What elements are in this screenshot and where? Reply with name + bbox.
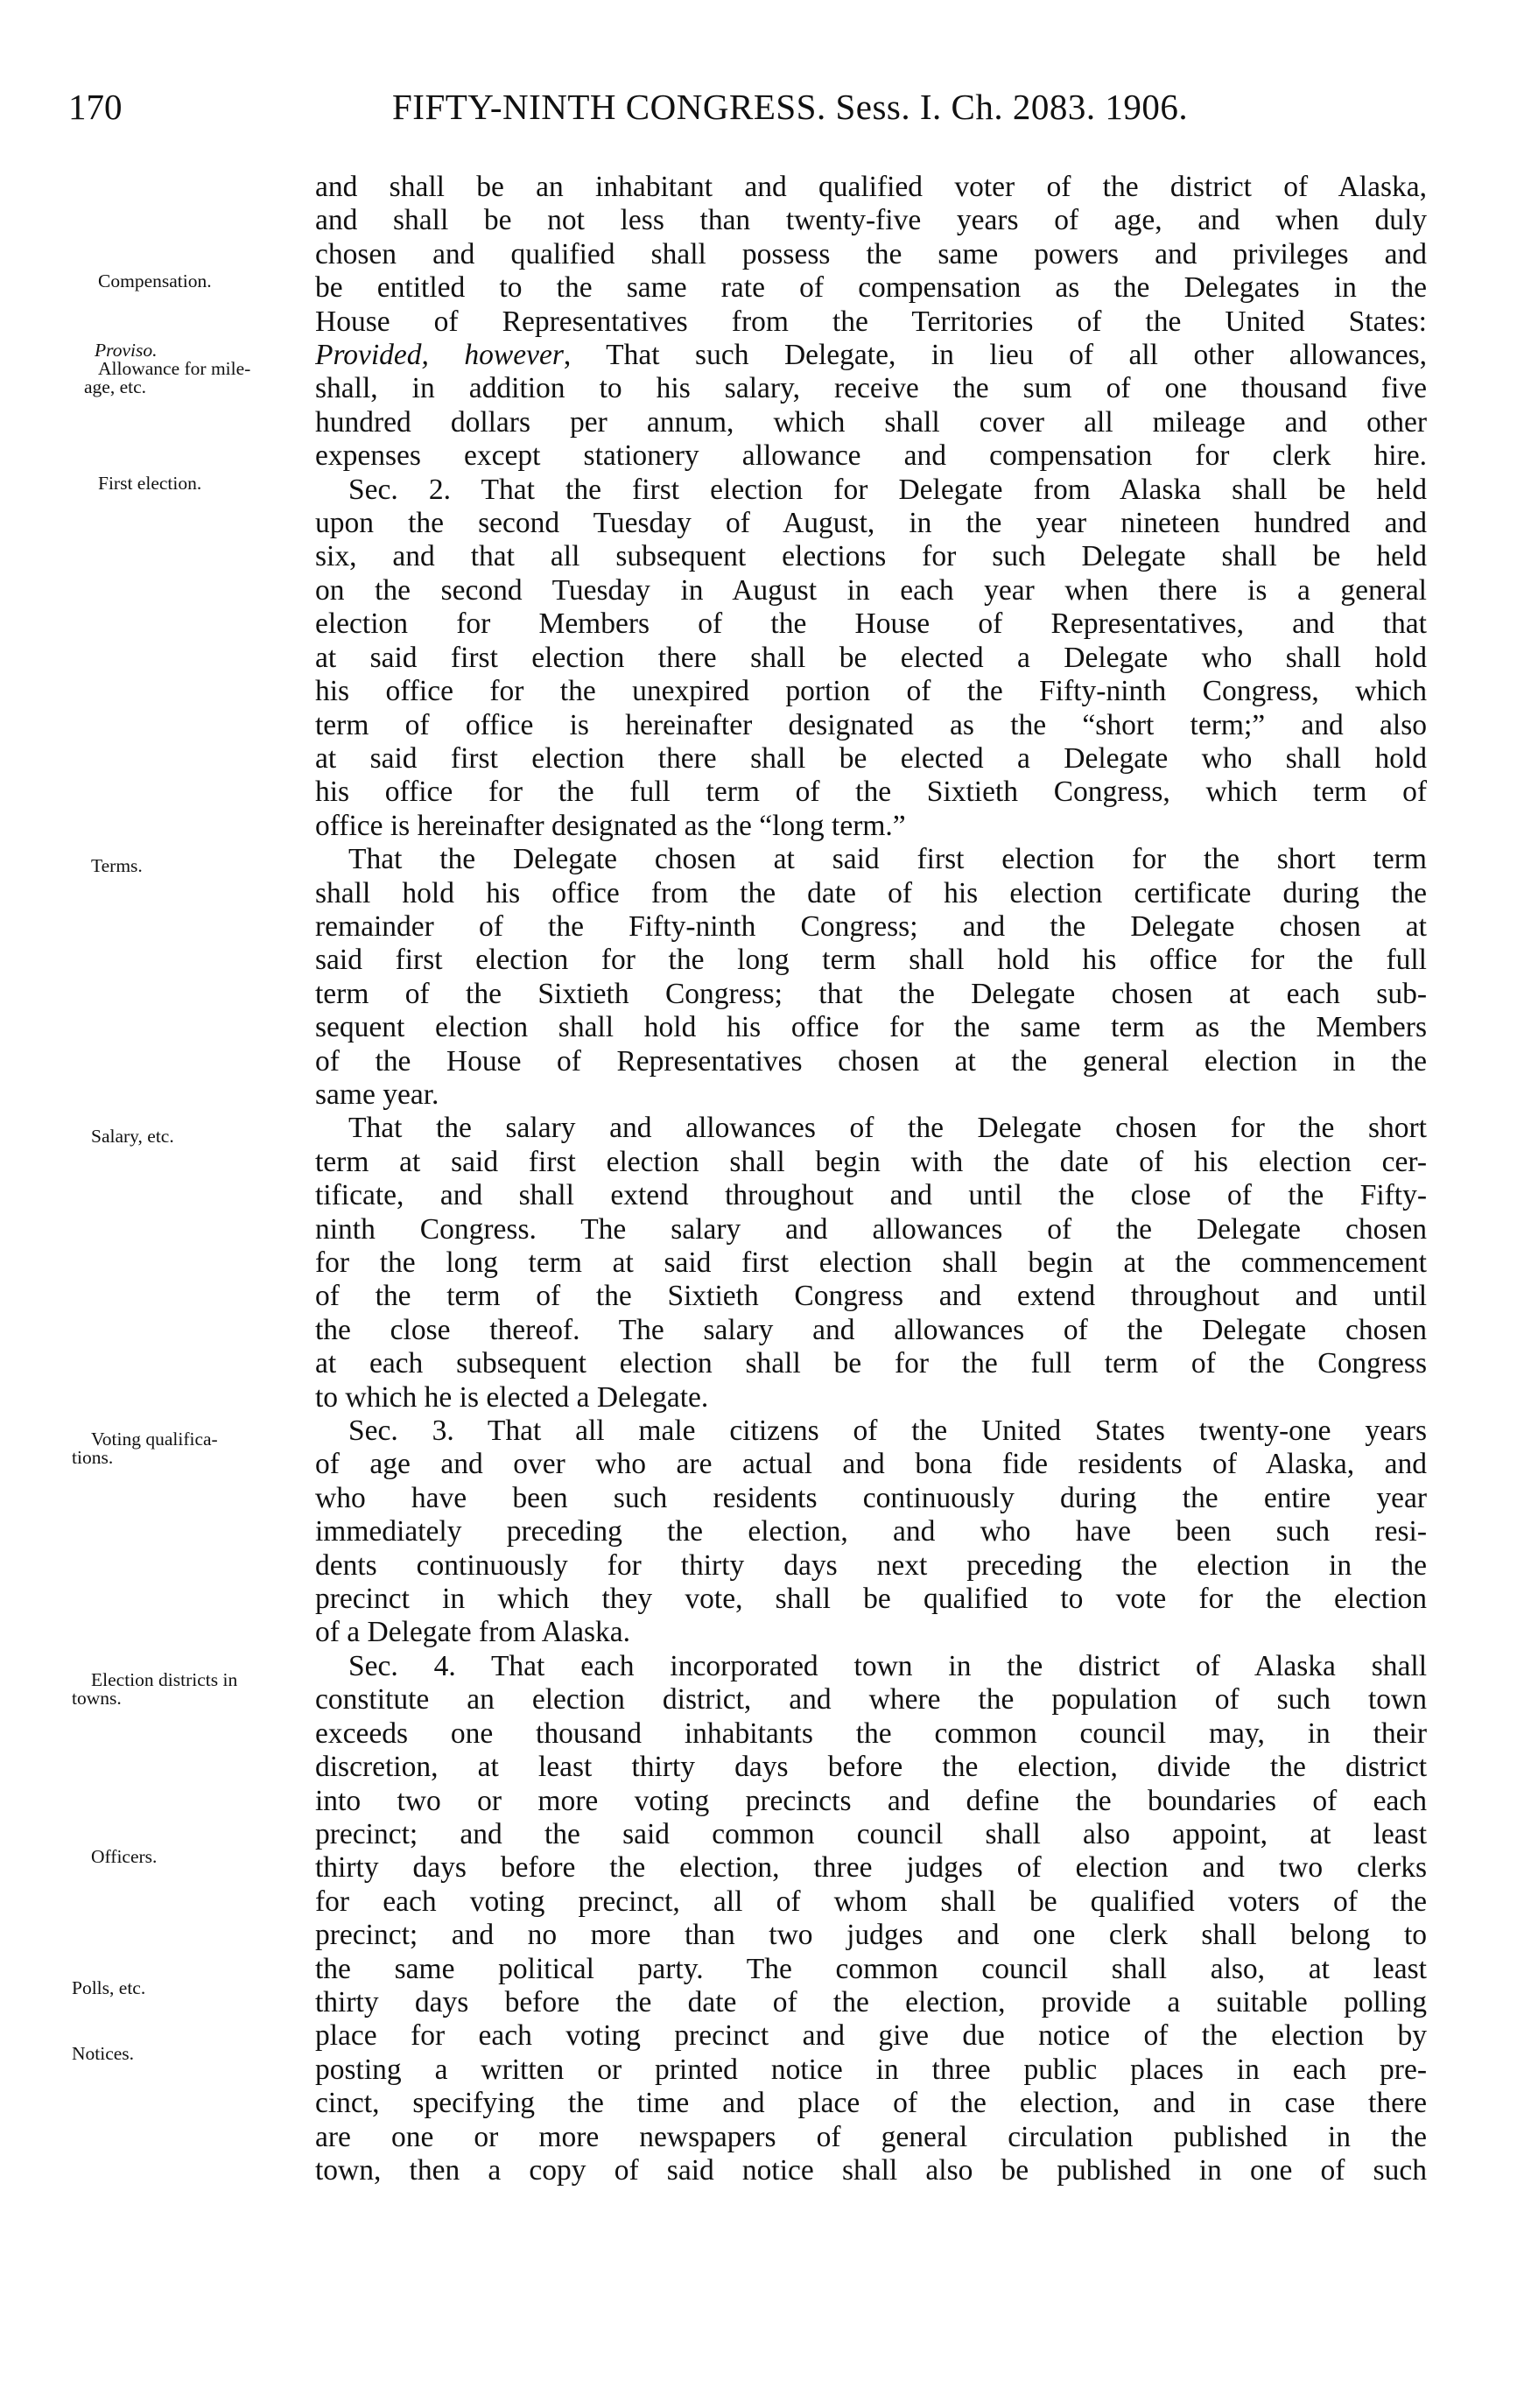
section-3-start: Sec. 3. That all male citizens of the United States twenty-one years (348, 1415, 1427, 1448)
text-line: office is hereinafter designated as the “long term.” (315, 809, 906, 842)
text-line: upon the second Tuesday of August, in the year nineteen hundred and (315, 507, 1427, 540)
text-line: and shall be not less than twenty-five years of age, and when duly (315, 204, 1427, 237)
text-line: to which he is elected a Delegate. (315, 1380, 709, 1414)
text-line: election for Members of the House of Representatives, and that (315, 607, 1427, 641)
text-line: said first election for the long term shall hold his office for the full (315, 944, 1427, 977)
paragraph-salary-start: That the salary and allowances of the Delegate chosen for the short (348, 1112, 1427, 1145)
paragraph-terms-start: That the Delegate chosen at said first election for the short term (348, 843, 1427, 876)
margin-note-allowance-cont: age, etc. (84, 376, 147, 397)
text-line: his office for the unexpired portion of the Fifty-ninth Congress, which (315, 675, 1427, 708)
text-line: of the term of the Sixtieth Congress and extend throughout and until (315, 1280, 1427, 1313)
margin-note-officers: Officers. (91, 1846, 158, 1867)
margin-note-election-districts-cont: towns. (72, 1688, 122, 1709)
text-line: six, and that all subsequent elections for such Delegate shall be held (315, 540, 1427, 573)
text-line: House of Representatives from the Territories of the United States: (315, 305, 1427, 338)
text-line: term at said first election shall begin with the date of his election cer- (315, 1145, 1427, 1178)
text-line: same year. (315, 1078, 439, 1111)
running-head: FIFTY-NINTH CONGRESS. Sess. I. Ch. 2083. 1906. (392, 87, 1189, 127)
text-line: of age and over who are actual and bona fide residents of Alaska, and (315, 1448, 1427, 1481)
text-line: term of office is hereinafter designated as the “short term;” and also (315, 708, 1427, 741)
text-line: thirty days before the date of the election, provide a suitable polling (315, 1985, 1427, 2018)
proviso-italic: Provided, however (315, 339, 564, 372)
text-line: immediately preceding the election, and who have been such resi- (315, 1515, 1427, 1548)
text-line: discretion, at least thirty days before the election, divide the district (315, 1751, 1427, 1784)
margin-note-compensation: Compensation. (98, 270, 212, 291)
text-line: chosen and qualified shall possess the same powers and privileges and (315, 237, 1427, 270)
text-line: shall hold his office from the date of his election certificate during the (315, 876, 1427, 909)
section-4-start: Sec. 4. That each incorporated town in the district of Alaska shall (348, 1649, 1427, 1682)
text-line: dents continuously for thirty days next preceding the election in the (315, 1548, 1427, 1582)
text-line: on the second Tuesday in August in each year when there is a general (315, 573, 1427, 607)
margin-note-polls: Polls, etc. (72, 1977, 146, 1998)
text-line: precinct; and the said common council shall also appoint, at least (315, 1817, 1427, 1850)
text-line: place for each voting precinct and give due notice of the election by (315, 2019, 1427, 2053)
text-line: for each voting precinct, all of whom shall be qualified voters of the (315, 1885, 1427, 1918)
text-line: precinct in which they vote, shall be qualified to vote for the election (315, 1583, 1427, 1616)
body-text (315, 171, 1427, 2187)
text-line: sequent election shall hold his office for the same term as the Members (315, 1011, 1427, 1044)
margin-note-first-election: First election. (98, 473, 202, 494)
text-line: thirty days before the election, three judges of election and two clerks (315, 1851, 1427, 1885)
text-line: the close thereof. The salary and allowances of the Delegate chosen (315, 1313, 1427, 1346)
text-line: into two or more voting precincts and define the boundaries of each (315, 1784, 1427, 1817)
text-line: are one or more newspapers of general circulation published in the (315, 2120, 1427, 2153)
margin-note-notices: Notices. (72, 2043, 135, 2064)
text-line: hundred dollars per annum, which shall cover all mileage and other (315, 405, 1427, 439)
text-line: be entitled to the same rate of compensation as the Delegates in the (315, 271, 1427, 305)
text-line: at each subsequent election shall be for the full term of the Congress (315, 1347, 1427, 1380)
text-line: of a Delegate from Alaska. (315, 1616, 630, 1649)
margin-note-terms: Terms. (91, 855, 143, 876)
text-line: town, then a copy of said notice shall also be published in one of such (315, 2153, 1427, 2187)
text-line: shall, in addition to his salary, receive the sum of one thousand five (315, 372, 1427, 405)
text-line: precinct; and no more than two judges and one clerk shall belong to (315, 1919, 1427, 1952)
margin-note-proviso: Proviso. (95, 340, 158, 361)
text-line: at said first election there shall be elected a Delegate who shall hold (315, 641, 1427, 674)
margin-note-voting-qualifications: Voting qualifica- (91, 1429, 218, 1450)
margin-note-salary: Salary, etc. (91, 1126, 174, 1147)
section-2-start: Sec. 2. That the first election for Delegate from Alaska shall be held (348, 473, 1427, 506)
page-number: 170 (68, 87, 123, 127)
text-line: and shall be an inhabitant and qualified voter of the district of Alaska, (315, 171, 1427, 203)
text-line: cinct, specifying the time and place of the election, and in case there (315, 2087, 1427, 2120)
text-line: term of the Sixtieth Congress; that the Delegate chosen at each sub- (315, 977, 1427, 1010)
text-line: expenses except stationery allowance and compensation for clerk hire. (315, 439, 1427, 473)
margin-note-voting-qualifications-cont: tions. (72, 1447, 114, 1468)
text-line: remainder of the Fifty-ninth Congress; and the Delegate chosen at (315, 909, 1427, 943)
text-line: of the House of Representatives chosen at the general election in the (315, 1044, 1427, 1078)
text-line: constitute an election district, and where the population of such town (315, 1683, 1427, 1716)
text-line: who have been such residents continuously during the entire year (315, 1481, 1427, 1514)
text-line: his office for the full term of the Sixtieth Congress, which term of (315, 776, 1427, 809)
margin-note-allowance: Allowance for mile- (98, 358, 251, 379)
text-line: ninth Congress. The salary and allowances of the Delegate chosen (315, 1212, 1427, 1246)
text-line: exceeds one thousand inhabitants the common council may, in their (315, 1716, 1427, 1750)
text-line: tificate, and shall extend throughout and until the close of the Fifty- (315, 1179, 1427, 1212)
text-line: for the long term at said first election shall begin at the commencement (315, 1246, 1427, 1279)
margin-note-election-districts: Election districts in (91, 1669, 238, 1690)
text-line: the same political party. The common council shall also, at least (315, 1952, 1427, 1985)
text-line: posting a written or printed notice in three public places in each pre- (315, 2053, 1427, 2086)
margin-notes (68, 0, 313, 2408)
text-line: Provided, however, That such Delegate, in lieu of all other allowances, (315, 339, 1427, 372)
text-line: at said first election there shall be elected a Delegate who shall hold (315, 741, 1427, 775)
